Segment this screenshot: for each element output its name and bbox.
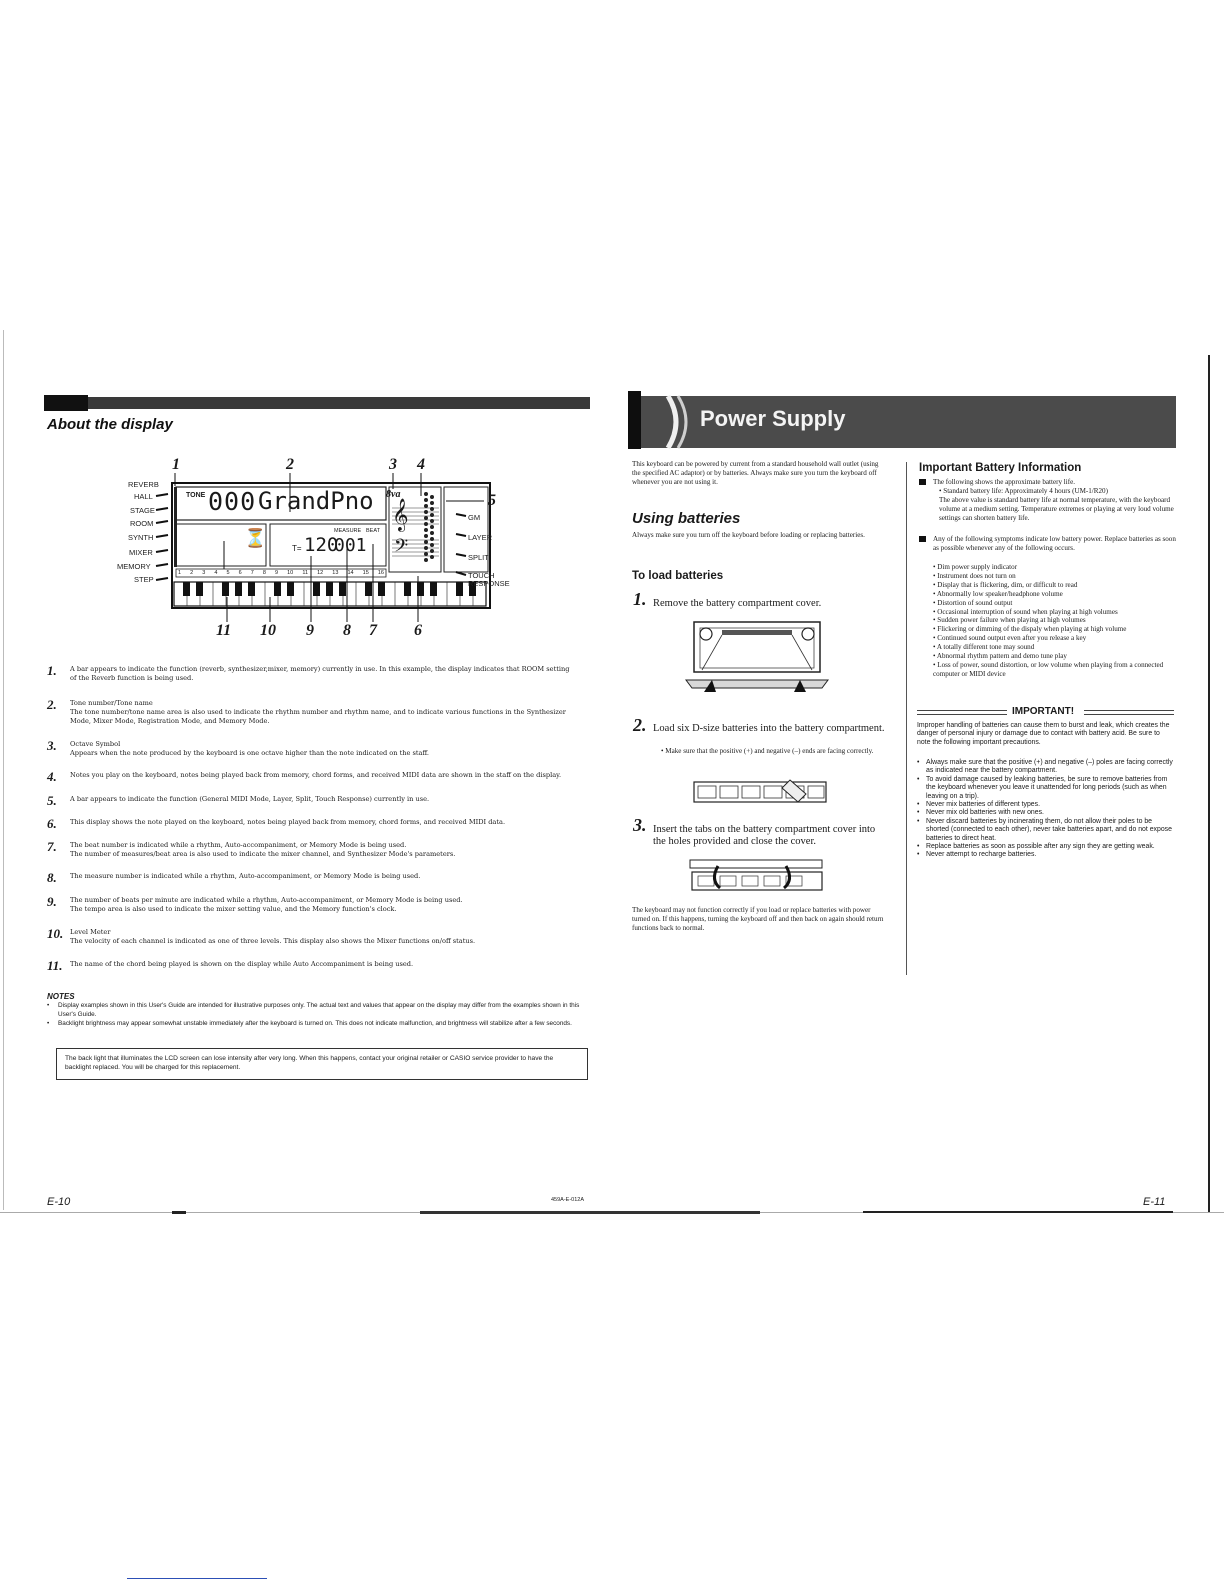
step-number: 3. (633, 815, 647, 835)
step-text: Remove the battery compartment cover. (653, 598, 822, 609)
symptom-text: Flickering or dimming of the dispaly when playing at high volume (937, 625, 1127, 634)
channel-14: 14 (347, 570, 354, 576)
page-number-right: E-11 (1143, 1196, 1166, 1208)
channel-8: 8 (262, 570, 266, 576)
section-header-mark (628, 391, 641, 449)
treble-clef-icon: 𝄞 (392, 498, 409, 531)
low-power-intro: Any of the following symptoms indicate low battery power. Replace batteries as soon as possible whenever any of the following occurs. (933, 535, 1176, 552)
precaution-text: Never discard batteries by incinerating them, do not allow their poles to be shorted (connected to each other), never take batteries apart, and do not expose batteries to direct heat. (926, 817, 1172, 842)
item-text: The tempo area is also used to indicate the mixer setting value, and the Memory function's clock. (70, 905, 397, 913)
using-batteries-heading: Using batteries (632, 510, 741, 527)
item-text: The measure number is indicated while a rhythm, Auto-accompaniment, or Memory Mode is being used. (70, 872, 421, 880)
list-item: • Occasional interruption of sound when playing at high volumes (933, 607, 1118, 616)
bullet-icon: • (917, 759, 920, 766)
step-bullet-text: Make sure that the positive (+) and negative (–) ends are facing correctly. (665, 747, 874, 755)
callout-5: 5 (488, 492, 496, 509)
item-text: The beat number is indicated while a rhythm, Auto-accompaniment, or Memory Mode is being used. (70, 841, 407, 849)
label-layer: LAYER (468, 533, 493, 542)
precaution-text: Never attempt to recharge batteries. (926, 851, 1037, 859)
list-item (917, 801, 1175, 809)
to-load-heading: To load batteries (632, 570, 724, 582)
important-rule-right (1084, 714, 1174, 715)
page-number-left: E-10 (47, 1196, 71, 1208)
note-text: Display examples shown in this User's Guide are intended for illustrative purposes only. The actual text and values that appear on the display may differ from the examples shown in this User's Guide. (58, 1002, 580, 1018)
callout-8: 8 (343, 622, 351, 639)
page-title: About the display (47, 416, 173, 433)
list-item: • Flickering or dimming of the dispaly when playing at high volume (933, 625, 1127, 634)
bass-clef-icon: 𝄢 (394, 536, 409, 561)
bottom-rule-mark (863, 1211, 1173, 1213)
list-item (917, 809, 1175, 817)
item-number: 9. (47, 894, 57, 909)
list-item: • Sudden power failure when playing at high volumes (933, 616, 1086, 625)
lcd-measure-value: 001 (334, 535, 367, 556)
left-page-edge (3, 330, 4, 1210)
label-response: RESPONSE (468, 579, 510, 588)
callout-10: 10 (260, 622, 276, 639)
bullet-icon: • (917, 809, 920, 817)
item-number: 6. (47, 816, 57, 831)
backlight-notice-box (56, 1048, 588, 1080)
list-item: • Instrument does not turn on (933, 571, 1016, 580)
important-rule-right (1084, 710, 1174, 711)
lcd-tone-name: GrandPno (258, 487, 374, 515)
item-text: Level Meter (70, 928, 111, 936)
precaution-text: Never mix old batteries with new ones. (926, 809, 1044, 817)
label-step: STEP (134, 575, 154, 584)
symptom-text: Display that is flickering, dim, or difficult to read (937, 580, 1078, 589)
label-gm: GM (468, 513, 481, 522)
list-item: • Display that is flickering, dim, or difficult to read (933, 580, 1078, 589)
step-text: Load six D-size batteries into the battery compartment. (653, 723, 885, 734)
symptom-text: Instrument does not turn on (937, 571, 1016, 580)
display-diagram (112, 456, 532, 646)
list-item: • Distortion of sound output (933, 598, 1013, 607)
list-item: • Abnormally low speaker/headphone volume (933, 589, 1063, 598)
list-item: • Loss of power, sound distortion, or low volume when playing from a connected computer or MIDI device (933, 660, 1164, 678)
item-number: 7. (47, 839, 57, 854)
channel-11: 11 (302, 570, 309, 576)
bullet-icon: • (47, 1002, 50, 1009)
bullet-icon: • (661, 747, 666, 755)
channel-10: 10 (287, 570, 294, 576)
symptom-text: Loss of power, sound distortion, or low volume when playing from a connected computer or MIDI device (933, 660, 1164, 678)
battery-life-standard-text: Standard battery life: Approximately 4 hours (UM-1/R20) (943, 487, 1108, 495)
label-split: SPLIT (468, 553, 489, 562)
battery-compartment-illustration (692, 776, 828, 806)
battery-info-heading: Important Battery Information (919, 462, 1082, 474)
channel-2: 2 (190, 570, 194, 576)
battery-life-note: The above value is standard battery life at normal temperature, with the keyboard volume at a medium setting. Temperature extremes or playing at very loud volume settings can shorten battery life. (939, 496, 1174, 522)
header-bar-tab (44, 395, 88, 411)
bullet-icon: • (47, 1020, 50, 1027)
important-intro: Improper handling of batteries can cause them to burst and leak, which creates the danger of personal injury or damage due to contact with battery acid. Be sure to note the following important precautions. (917, 722, 1170, 746)
item-number: 4. (47, 769, 57, 784)
item-number: 10. (47, 926, 64, 941)
step-number: 2. (633, 715, 647, 735)
item-text: Mode, Mixer Mode, Registration Mode, and Memory Mode. (70, 717, 270, 725)
callout-6: 6 (414, 622, 422, 639)
item-text: The number of measures/beat area is also used to indicate the mixer channel, and Synthesizer Mode's parameters. (70, 850, 456, 858)
bottom-rule-mark (420, 1211, 760, 1214)
backlight-notice: The back light that illuminates the LCD screen can lose intensity after very long. When this happens, contact your original retailer or CASIO service provider to have the backlight replaced. You will be charged for this replacement. (65, 1055, 554, 1071)
column-divider (906, 462, 907, 975)
item-number: 1. (47, 663, 57, 678)
cover-insert-illustration (688, 858, 828, 894)
important-rule-left (917, 714, 1007, 715)
callout-3: 3 (389, 456, 397, 473)
channel-numbers (178, 570, 384, 576)
lcd-octave-symbol: 8va (386, 489, 401, 500)
channel-5: 5 (226, 570, 230, 576)
list-item (917, 759, 1175, 776)
channel-16: 16 (377, 570, 384, 576)
item-text: Appears when the note produced by the keyboard is one octave higher than the note indicated on the staff. (70, 749, 430, 757)
precaution-text: Never mix batteries of different types. (926, 801, 1041, 809)
label-room: ROOM (130, 519, 154, 528)
bullet-icon: • (917, 817, 920, 825)
intro-text: This keyboard can be powered by current from a standard household wall outlet (using the specified AC adaptor) or by batteries. Always make sure you turn the keyboard off whenever you are not using it. (632, 460, 879, 486)
metronome-icon: ⏳ (244, 528, 267, 549)
step-number: 1. (633, 589, 647, 609)
channel-4: 4 (214, 570, 218, 576)
item-text: The tone number/tone name area is also used to indicate the rhythm number and rhythm name, and to indicate various functions in the Synthesizer (70, 708, 566, 716)
symptom-text: A totally different tone may sound (936, 643, 1035, 652)
item-text: Octave Symbol (70, 740, 121, 748)
channel-3: 3 (202, 570, 206, 576)
battery-cover-illustration (682, 618, 832, 698)
symptom-text: Distortion of sound output (937, 598, 1013, 607)
using-batteries-text: Always make sure you turn off the keyboard before loading or replacing batteries. (632, 531, 865, 539)
item-text: The velocity of each channel is indicated as one of three levels. This display also shows the Mixer functions on/off status. (70, 937, 476, 945)
item-number: 11. (47, 958, 63, 973)
list-item (917, 851, 1175, 859)
doc-code: 459A-E-012A (551, 1197, 585, 1203)
list-item: • Dim power supply indicator (933, 563, 1018, 571)
bullet-icon: • (917, 775, 920, 783)
item-text: This display shows the note played on the keyboard, notes being played back from memory, chord forms, and received MIDI data. (70, 818, 506, 826)
channel-15: 15 (362, 570, 369, 576)
lcd-tempo-value: 120 (304, 534, 339, 556)
label-reverb: REVERB (128, 480, 159, 489)
label-mixer: MIXER (129, 548, 153, 557)
item-text: of the Reverb function is being used. (70, 674, 194, 682)
symptom-text: Abnormal rhythm pattern and demo tune play (936, 652, 1067, 661)
lcd-tempo-prefix: T= (292, 544, 302, 553)
symptom-text: Abnormally low speaker/headphone volume (936, 589, 1063, 598)
square-bullet-icon (919, 536, 926, 542)
callout-11: 11 (216, 622, 232, 639)
callout-4: 4 (417, 456, 425, 473)
lcd-tone-number: 000 (208, 487, 257, 516)
section-title: Power Supply (700, 406, 846, 431)
channel-6: 6 (238, 570, 242, 576)
channel-13: 13 (332, 570, 339, 576)
list-item: • Continued sound output even after you release a key (933, 634, 1087, 643)
list-item (917, 843, 1175, 851)
callout-9: 9 (306, 622, 314, 639)
symptom-text: Sudden power failure when playing at high volumes (937, 616, 1086, 625)
lcd-tone-label: TONE (186, 492, 206, 499)
callout-1: 1 (172, 456, 180, 473)
bullet-icon: • (917, 851, 920, 859)
list-item: • A totally different tone may sound (933, 643, 1035, 652)
square-bullet-icon (919, 479, 926, 485)
lcd-beat-label: BEAT (366, 528, 380, 534)
bottom-link-line (127, 1578, 267, 1579)
label-hall: HALL (134, 492, 153, 501)
bullet-icon: • (917, 801, 920, 809)
item-text: Tone number/Tone name (70, 699, 153, 707)
precaution-text: To avoid damage caused by leaking batteries, be sure to remove batteries from the keyboard whenever you leave it unattended for long periods (such as when leaving on a trip). (926, 775, 1168, 800)
precaution-text: Always make sure that the positive (+) and negative (–) poles are facing correctly as indicated near the battery compartment. (926, 759, 1173, 775)
channel-7: 7 (250, 570, 254, 576)
channel-1: 1 (178, 570, 182, 576)
step-text: Insert the tabs on the battery compartment cover into the holes provided and close the cover. (653, 824, 876, 847)
symptom-text: Occasional interruption of sound when playing at high volumes (937, 607, 1118, 616)
item-number: 8. (47, 870, 57, 885)
symptom-text: Dim power supply indicator (937, 563, 1018, 571)
battery-life-standard: • Standard battery life: Approximately 4 hours (UM-1/R20) (939, 487, 1108, 495)
bottom-rule-mark (172, 1211, 186, 1214)
label-synth: SYNTH (128, 533, 154, 542)
callout-7: 7 (369, 622, 377, 639)
battery-life-intro: The following shows the approximate battery life. (933, 478, 1076, 486)
label-stage: STAGE (130, 506, 155, 515)
channel-12: 12 (317, 570, 324, 576)
item-text: A bar appears to indicate the function (General MIDI Mode, Layer, Split, Touch Response) currently in use. (70, 795, 430, 803)
precaution-text: Replace batteries as soon as possible after any sign they are getting weak. (926, 843, 1155, 851)
lcd-measure-label: MEASURE (334, 528, 362, 534)
step-bullet (661, 747, 888, 756)
right-page-edge (1208, 355, 1210, 1213)
important-heading: IMPORTANT! (1012, 706, 1075, 717)
symptom-list (933, 563, 1177, 679)
item-number: 2. (47, 697, 57, 712)
symptom-text: Continued sound output even after you release a key (937, 634, 1087, 643)
bullet-icon: • (917, 843, 920, 851)
header-bar (44, 397, 590, 409)
label-memory: MEMORY (117, 562, 151, 571)
notes-heading: NOTES (47, 992, 75, 1001)
note-text: Backlight brightness may appear somewhat unstable immediately after the keyboard is turned on. This does not indicate malfunction, and brightness will stabilize after a few seconds. (58, 1020, 572, 1027)
item-number: 3. (47, 738, 57, 753)
important-rule-left (917, 710, 1007, 711)
item-text: Notes you play on the keyboard, notes being played back from memory, chord forms, and received MIDI data are shown in the staff on the display. (70, 771, 562, 779)
list-item (917, 818, 1175, 843)
item-text: A bar appears to indicate the function (reverb, synthesizer,mixer, memory) currently in use. In this example, the display indicates that ROOM setting (70, 665, 570, 673)
channel-9: 9 (275, 570, 279, 576)
item-number: 5. (47, 793, 57, 808)
list-item: • Abnormal rhythm pattern and demo tune play (933, 652, 1067, 661)
label-touch: TOUCH (468, 571, 495, 580)
list-item (917, 776, 1175, 801)
closing-text: The keyboard may not function correctly if you load or replace batteries with power turned on. If this happens, turning the keyboard off and then back on again should return functions back to normal. (632, 906, 884, 932)
bracket-icon (662, 394, 692, 450)
precaution-list (917, 759, 1175, 860)
item-text: The number of beats per minute are indicated while a rhythm, Auto-accompaniment, or Memory Mode is being used. (70, 896, 463, 904)
callout-2: 2 (286, 456, 294, 473)
item-text: The name of the chord being played is shown on the display while Auto Accompaniment is being used. (70, 960, 414, 968)
